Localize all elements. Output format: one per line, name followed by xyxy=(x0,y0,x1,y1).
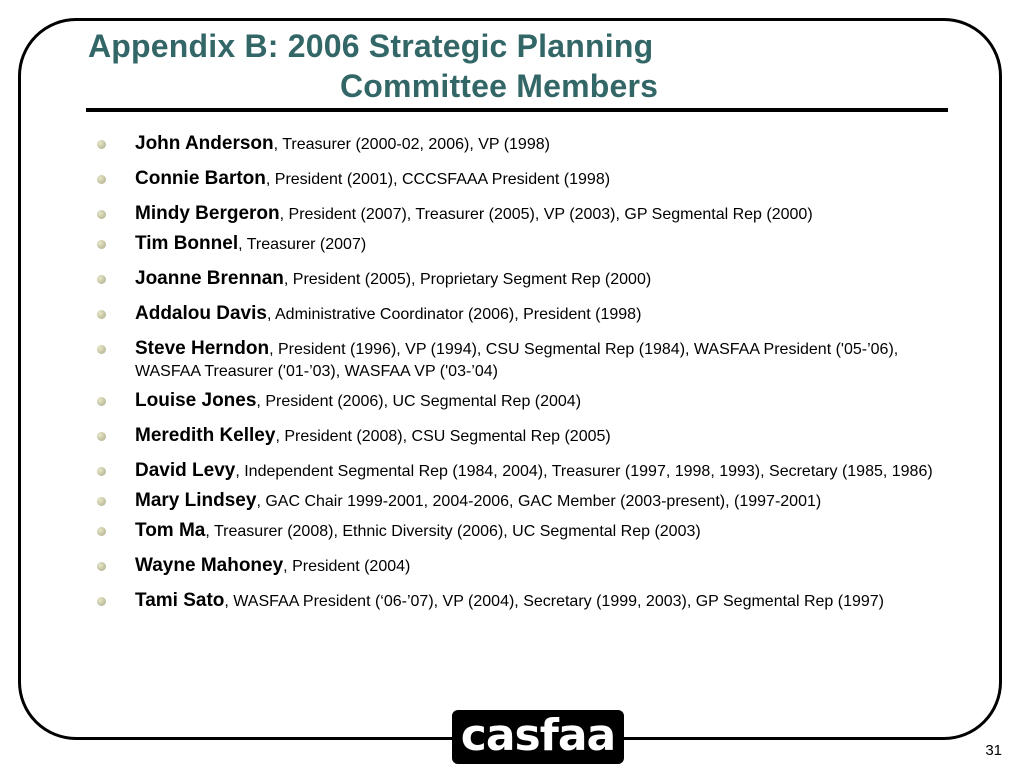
list-item: Tami Sato, WASFAA President (‘06-’07), VP (2004), Secretary (1999, 2003), GP Segmental Rep (1997) xyxy=(96,590,936,613)
member-details: President (2004) xyxy=(292,558,411,575)
bullet-icon xyxy=(97,175,106,184)
bullet-icon xyxy=(97,140,106,149)
list-item: Addalou Davis, Administrative Coordinator (2006), President (1998) xyxy=(96,303,936,326)
list-item: Tom Ma, Treasurer (2008), Ethnic Diversity (2006), UC Segmental Rep (2003) xyxy=(96,520,936,543)
list-item: David Levy, Independent Segmental Rep (1984, 2004), Treasurer (1997, 1998, 1993), Secretary (1985, 1986) xyxy=(96,460,936,483)
list-item: Mindy Bergeron, President (2007), Treasurer (2005), VP (2003), GP Segmental Rep (2000) xyxy=(96,203,936,226)
member-name: Tim Bonnel xyxy=(135,233,239,254)
member-name: Tami Sato xyxy=(135,590,225,611)
member-name: John Anderson xyxy=(135,133,274,154)
member-name: Addalou Davis xyxy=(135,303,267,324)
member-details: President (2005), Proprietary Segment Rep (2000) xyxy=(292,271,652,288)
member-details: Treasurer (2007) xyxy=(246,236,367,253)
bullet-icon xyxy=(97,310,106,319)
bullet-icon xyxy=(97,527,106,536)
member-name: Mary Lindsey xyxy=(135,490,257,511)
list-item: Connie Barton, President (2001), CCCSFAAA President (1998) xyxy=(96,168,936,191)
bullet-icon xyxy=(97,240,106,249)
member-details: Administrative Coordinator (2006), President (1998) xyxy=(275,306,642,323)
member-details: President (2007), Treasurer (2005), VP (2003), GP Segmental Rep (2000) xyxy=(288,206,813,223)
list-item: Joanne Brennan, President (2005), Proprietary Segment Rep (2000) xyxy=(96,268,936,291)
member-name: David Levy xyxy=(135,460,236,481)
title-line-1: Appendix B: 2006 Strategic Planning xyxy=(88,28,654,64)
member-details: President (2006), UC Segmental Rep (2004) xyxy=(265,393,582,410)
member-name: Tom Ma xyxy=(135,520,206,541)
list-item: Meredith Kelley, President (2008), CSU Segmental Rep (2005) xyxy=(96,425,936,448)
member-details: Treasurer (2000-02, 2006), VP (1998) xyxy=(282,136,550,153)
bullet-icon xyxy=(97,497,106,506)
member-name: Louise Jones xyxy=(135,390,257,411)
member-details: President (1996), VP (1994), CSU Segmental Rep (1984), WASFAA President ('05-’06), WASFAA Treasurer ('01-’03), WASFAA VP ('03-’04) xyxy=(135,341,899,380)
member-name: Meredith Kelley xyxy=(135,425,276,446)
casfaa-logo: casfaa xyxy=(452,710,624,764)
member-details: Independent Segmental Rep (1984, 2004), Treasurer (1997, 1998, 1993), Secretary (1985, 1986) xyxy=(244,463,933,480)
title-line-2: Committee Members xyxy=(340,68,659,104)
member-details: President (2008), CSU Segmental Rep (2005) xyxy=(284,428,611,445)
page-number: 31 xyxy=(985,742,1002,759)
title-divider xyxy=(86,108,948,112)
list-item: John Anderson, Treasurer (2000-02, 2006), VP (1998) xyxy=(96,133,936,156)
list-item: Wayne Mahoney, President (2004) xyxy=(96,555,936,578)
bullet-icon xyxy=(97,597,106,606)
member-details: Treasurer (2008), Ethnic Diversity (2006), UC Segmental Rep (2003) xyxy=(213,523,701,540)
member-name: Joanne Brennan xyxy=(135,268,284,289)
bullet-icon xyxy=(97,210,106,219)
bullet-icon xyxy=(97,275,106,284)
member-name: Steve Herndon xyxy=(135,338,270,359)
member-details: WASFAA President (‘06-’07), VP (2004), Secretary (1999, 2003), GP Segmental Rep (1997) xyxy=(233,593,884,610)
list-item: Mary Lindsey, GAC Chair 1999-2001, 2004-2006, GAC Member (2003-present), (1997-2001) xyxy=(96,490,936,513)
bullet-icon xyxy=(97,562,106,571)
bullet-icon xyxy=(97,345,106,354)
member-name: Mindy Bergeron xyxy=(135,203,280,224)
list-item: Steve Herndon, President (1996), VP (1994), CSU Segmental Rep (1984), WASFAA President ('05-’06), WASFAA Treasurer ('01-’03), WASFAA VP ('03-’04) xyxy=(96,338,936,383)
member-list xyxy=(96,133,936,625)
member-name: Connie Barton xyxy=(135,168,266,189)
bullet-icon xyxy=(97,432,106,441)
list-item: Tim Bonnel, Treasurer (2007) xyxy=(96,233,936,256)
member-details: GAC Chair 1999-2001, 2004-2006, GAC Member (2003-present), (1997-2001) xyxy=(265,493,822,510)
bullet-icon xyxy=(97,467,106,476)
list-item: Louise Jones, President (2006), UC Segmental Rep (2004) xyxy=(96,390,936,413)
member-name: Wayne Mahoney xyxy=(135,555,284,576)
bullet-icon xyxy=(97,397,106,406)
member-details: President (2001), CCCSFAAA President (1998) xyxy=(274,171,611,188)
slide-title xyxy=(88,26,948,106)
